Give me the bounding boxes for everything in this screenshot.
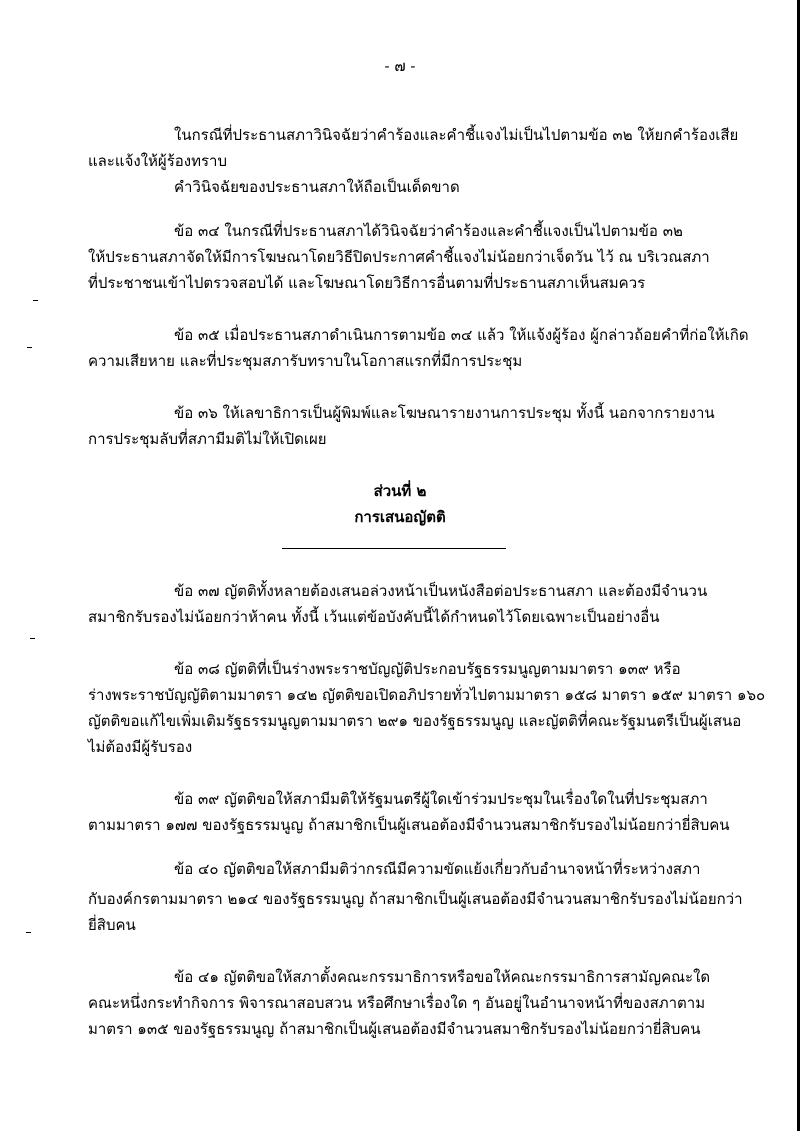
clause-37-line-2: สมาชิกรับรองไม่น้อยกว่าห้าคน ทั้งนี้ เว้นแต่ข้อบังคับนี้ได้กำหนดไว้โดยเฉพาะเป็นอย่างอื่น (88, 608, 660, 626)
section-divider (282, 548, 506, 549)
clause-33-cont-line-3: คำวินิจฉัยของประธานสภาให้ถือเป็นเด็ดขาด (174, 178, 460, 196)
scan-mark (26, 932, 31, 933)
scan-mark (30, 638, 35, 639)
clause-33-cont-line-1: ในกรณีที่ประธานสภาวินิจฉัยว่าคำร้องและคำชี้แจงไม่เป็นไปตามข้อ ๓๒ ให้ยกคำร้องเสีย (174, 126, 739, 144)
clause-34-line-3: ที่ประชาชนเข้าไปตรวจสอบได้ และโฆษณาโดยวิธีการอื่นตามที่ประธานสภาเห็นสมควร (88, 274, 646, 292)
clause-38-line-3: ญัตติขอแก้ไขเพิ่มเติมรัฐธรรมนูญตามมาตรา ๒๙๑ ของรัฐธรรมนูญ และญัตติที่คณะรัฐมนตรีเป็นผู้เสนอ (88, 712, 742, 730)
clause-39-line-1: ข้อ ๓๙ ญัตติขอให้สภามีมติให้รัฐมนตรีผู้ใดเข้าร่วมประชุมในเรื่องใดในที่ประชุมสภา (174, 790, 708, 808)
clause-34-line-1: ข้อ ๓๔ ในกรณีที่ประธานสภาได้วินิจฉัยว่าคำร้องและคำชี้แจงเป็นไปตามข้อ ๓๒ (174, 222, 683, 240)
clause-38-line-1: ข้อ ๓๘ ญัตติที่เป็นร่างพระราชบัญญัติประกอบรัฐธรรมนูญตามมาตรา ๑๓๙ หรือ (174, 660, 681, 678)
page-number: - ๗ - (384, 57, 416, 75)
clause-37-line-1: ข้อ ๓๗ ญัตติทั้งหลายต้องเสนอล่วงหน้าเป็นหนังสือต่อประธานสภา และต้องมีจำนวน (174, 582, 708, 600)
clause-40-line-1: ข้อ ๔๐ ญัตติขอให้สภามีมติว่ากรณีมีความขัดแย้งเกี่ยวกับอำนาจหน้าที่ระหว่างสภา (174, 860, 701, 878)
clause-34-line-2: ให้ประธานสภาจัดให้มีการโฆษณาโดยวิธีปิดประกาศคำชี้แจงไม่น้อยกว่าเจ็ดวัน ไว้ ณ บริเวณสภา (88, 248, 710, 266)
clause-36-line-2: การประชุมลับที่สภามีมติไม่ให้เปิดเผย (88, 430, 327, 448)
clause-35-line-1: ข้อ ๓๕ เมื่อประธานสภาดำเนินการตามข้อ ๓๔ แล้ว ให้แจ้งผู้ร้อง ผู้กล่าวถ้อยคำที่ก่อให้เกิด (174, 326, 749, 344)
scan-mark (27, 347, 32, 348)
scan-mark (33, 300, 38, 301)
section-subtitle: การเสนอญัตติ (354, 508, 446, 526)
clause-38-line-2: ร่างพระราชบัญญัติตามมาตรา ๑๔๒ ญัตติขอเปิดอภิปรายทั่วไปตามมาตรา ๑๕๘ มาตรา ๑๕๙ มาตรา ๑๖๐ (88, 686, 766, 704)
clause-41-line-1: ข้อ ๔๑ ญัตติขอให้สภาตั้งคณะกรรมาธิการหรือขอให้คณะกรรมาธิการสามัญคณะใด (174, 968, 711, 986)
clause-41-line-2: คณะหนึ่งกระทำกิจการ พิจารณาสอบสวน หรือศึกษาเรื่องใด ๆ อันอยู่ในอำนาจหน้าที่ของสภาตาม (88, 994, 706, 1012)
clause-39-line-2: ตามมาตรา ๑๗๗ ของรัฐธรรมนูญ ถ้าสมาชิกเป็นผู้เสนอต้องมีจำนวนสมาชิกรับรองไม่น้อยกว่ายี่สิบคน (88, 816, 730, 834)
clause-36-line-1: ข้อ ๓๖ ให้เลขาธิการเป็นผู้พิมพ์และโฆษณารายงานการประชุม ทั้งนี้ นอกจากรายงาน (174, 404, 715, 422)
clause-33-cont-line-2: และแจ้งให้ผู้ร้องทราบ (88, 152, 227, 170)
clause-35-line-2: ความเสียหาย และที่ประชุมสภารับทราบในโอกาสแรกที่มีการประชุม (88, 352, 523, 370)
section-title: ส่วนที่ ๒ (373, 482, 427, 500)
clause-38-line-4: ไม่ต้องมีผู้รับรอง (88, 738, 193, 756)
clause-40-line-3: ยี่สิบคน (88, 916, 136, 934)
clause-41-line-3: มาตรา ๑๓๕ ของรัฐธรรมนูญ ถ้าสมาชิกเป็นผู้เสนอต้องมีจำนวนสมาชิกรับรองไม่น้อยกว่ายี่สิบคน (88, 1020, 701, 1038)
clause-40-line-2: กับองค์กรตามมาตรา ๒๑๔ ของรัฐธรรมนูญ ถ้าสมาชิกเป็นผู้เสนอต้องมีจำนวนสมาชิกรับรองไม่น้อยกว่า (88, 890, 743, 908)
